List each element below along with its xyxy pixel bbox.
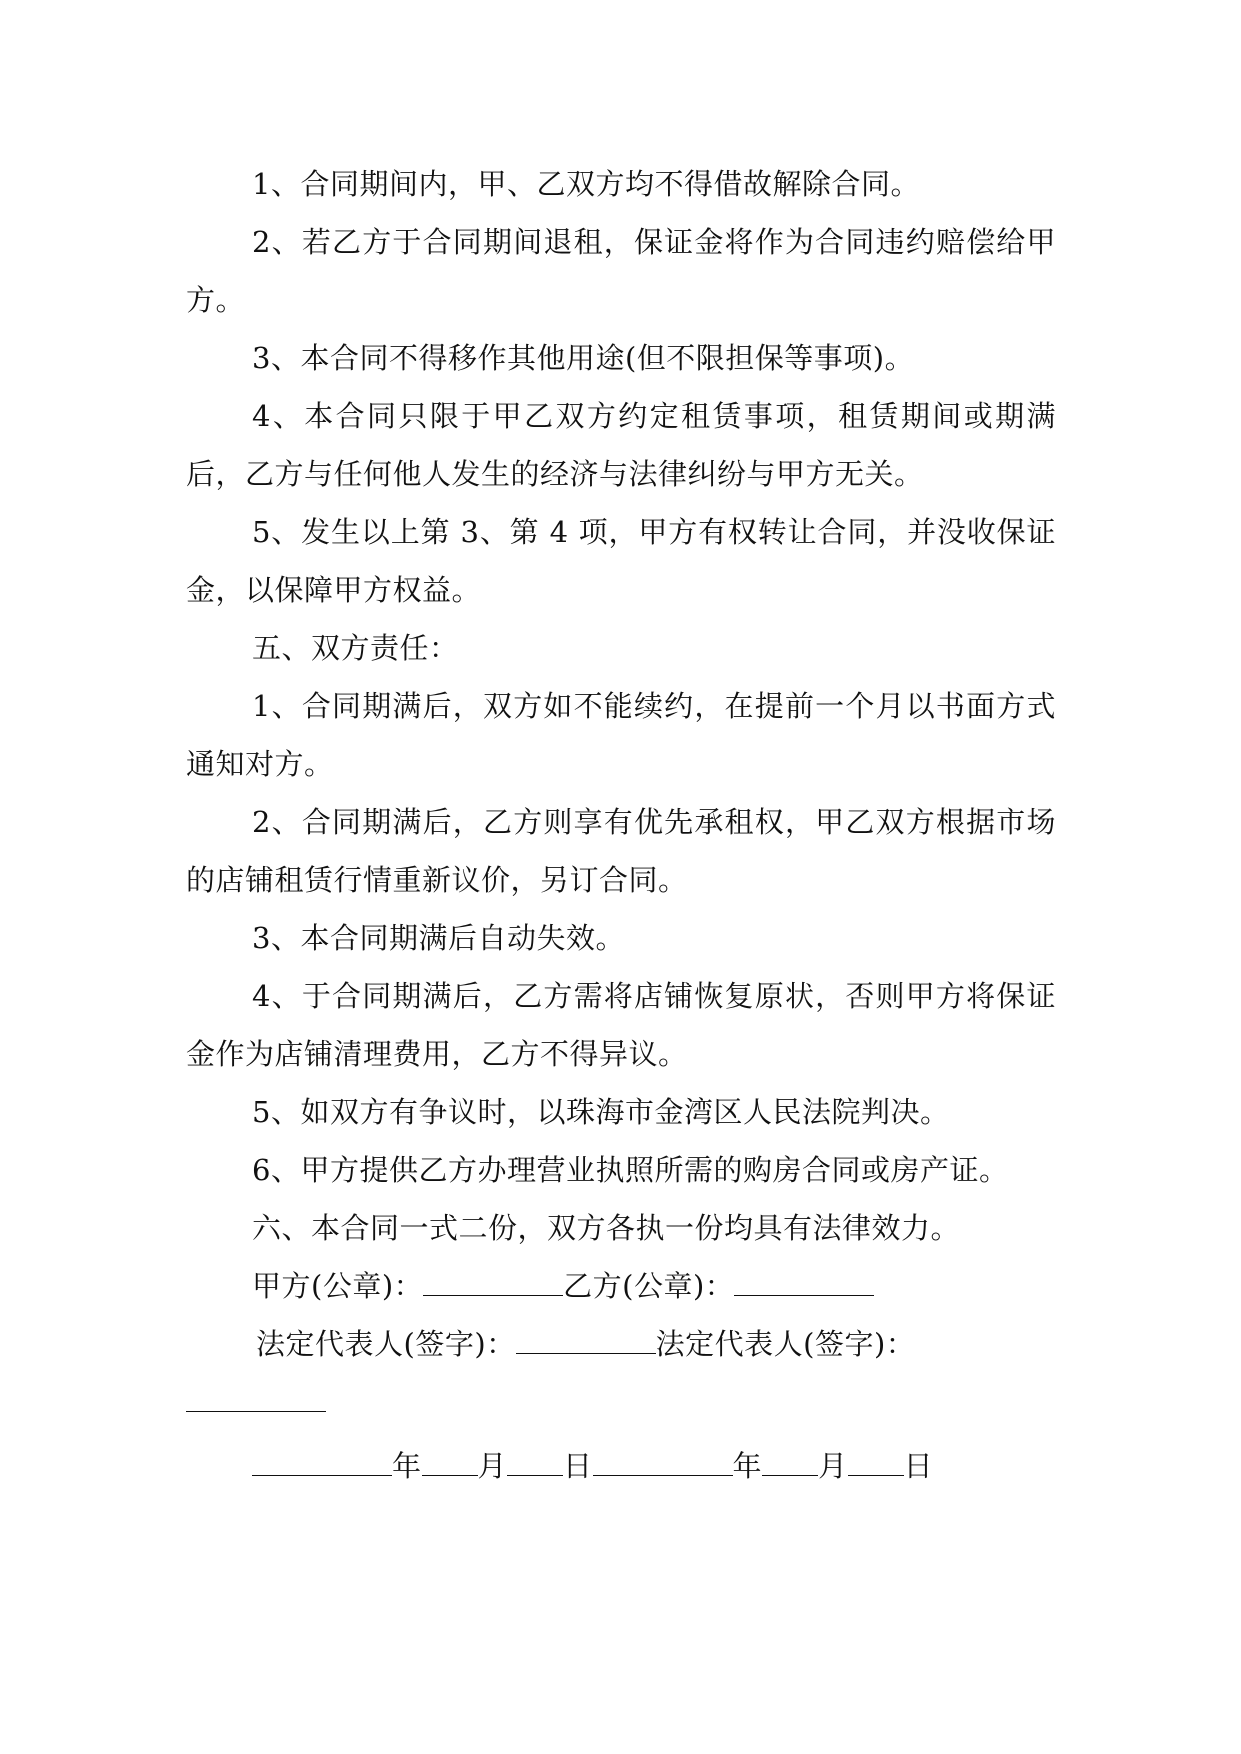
party-b-seal-label: 乙方(公章)： [563,1269,735,1303]
contract-body [186,155,1056,1495]
legal-rep-a-label: 法定代表人(签字)： [256,1327,516,1361]
party-b-day-blank [848,1441,904,1476]
clause-1: 1、合同期间内，甲、乙双方均不得借故解除合同。 [252,167,920,201]
party-a-day-label: 日 [563,1449,593,1483]
responsibility-2: 2、合同期满后，乙方则享有优先承租权，甲乙双方根据市场的店铺租赁行情重新议价，另订合同。 [186,805,1056,897]
clause-3: 3、本合同不得移作其他用途(但不限担保等事项)。 [252,341,915,375]
party-b-day-label: 日 [903,1449,934,1483]
party-a-month-label: 月 [477,1449,508,1483]
clause-5: 5、发生以上第 3、第 4 项，甲方有权转让合同，并没收保证金，以保障甲方权益。 [186,515,1056,607]
party-b-year-blank [593,1441,733,1476]
legal-rep-b-label: 法定代表人(签字)： [655,1327,916,1361]
responsibility-6: 6、甲方提供乙方办理营业执照所需的购房合同或房产证。 [252,1153,1009,1187]
party-a-day-blank [507,1441,563,1476]
clause-2: 2、若乙方于合同期间退租，保证金将作为合同违约赔偿给甲方。 [186,225,1056,317]
responsibility-4: 4、于合同期满后，乙方需将店铺恢复原状，否则甲方将保证金作为店铺清理费用，乙方不得异议。 [186,979,1056,1071]
party-b-seal-blank [734,1261,874,1296]
section-heading-responsibilities: 五、双方责任： [252,631,459,665]
clause-4: 4、本合同只限于甲乙双方约定租赁事项，租赁期间或期满后，乙方与任何他人发生的经济与法律纠纷与甲方无关。 [186,399,1056,491]
party-b-month-blank [762,1441,818,1476]
section-heading-copies: 六、本合同一式二份，双方各执一份均具有法律效力。 [252,1211,961,1245]
party-a-month-blank [422,1441,478,1476]
party-a-year-blank [252,1441,392,1476]
legal-rep-b-blank-line [186,1373,1056,1431]
legal-rep-line [186,1315,1056,1373]
responsibility-5: 5、如双方有争议时，以珠海市金湾区人民法院判决。 [252,1095,950,1129]
party-a-seal-label: 甲方(公章)： [252,1269,424,1303]
party-b-month-label: 月 [818,1449,848,1483]
date-line [186,1437,1056,1495]
party-b-year-label: 年 [732,1449,763,1483]
responsibility-1: 1、合同期满后，双方如不能续约，在提前一个月以书面方式通知对方。 [186,689,1056,781]
seal-line [186,1257,1056,1315]
legal-rep-a-blank [516,1319,656,1354]
responsibility-3: 3、本合同期满后自动失效。 [252,921,625,955]
party-a-year-label: 年 [392,1449,422,1483]
party-a-seal-blank [423,1261,563,1296]
legal-rep-b-blank [186,1377,326,1412]
